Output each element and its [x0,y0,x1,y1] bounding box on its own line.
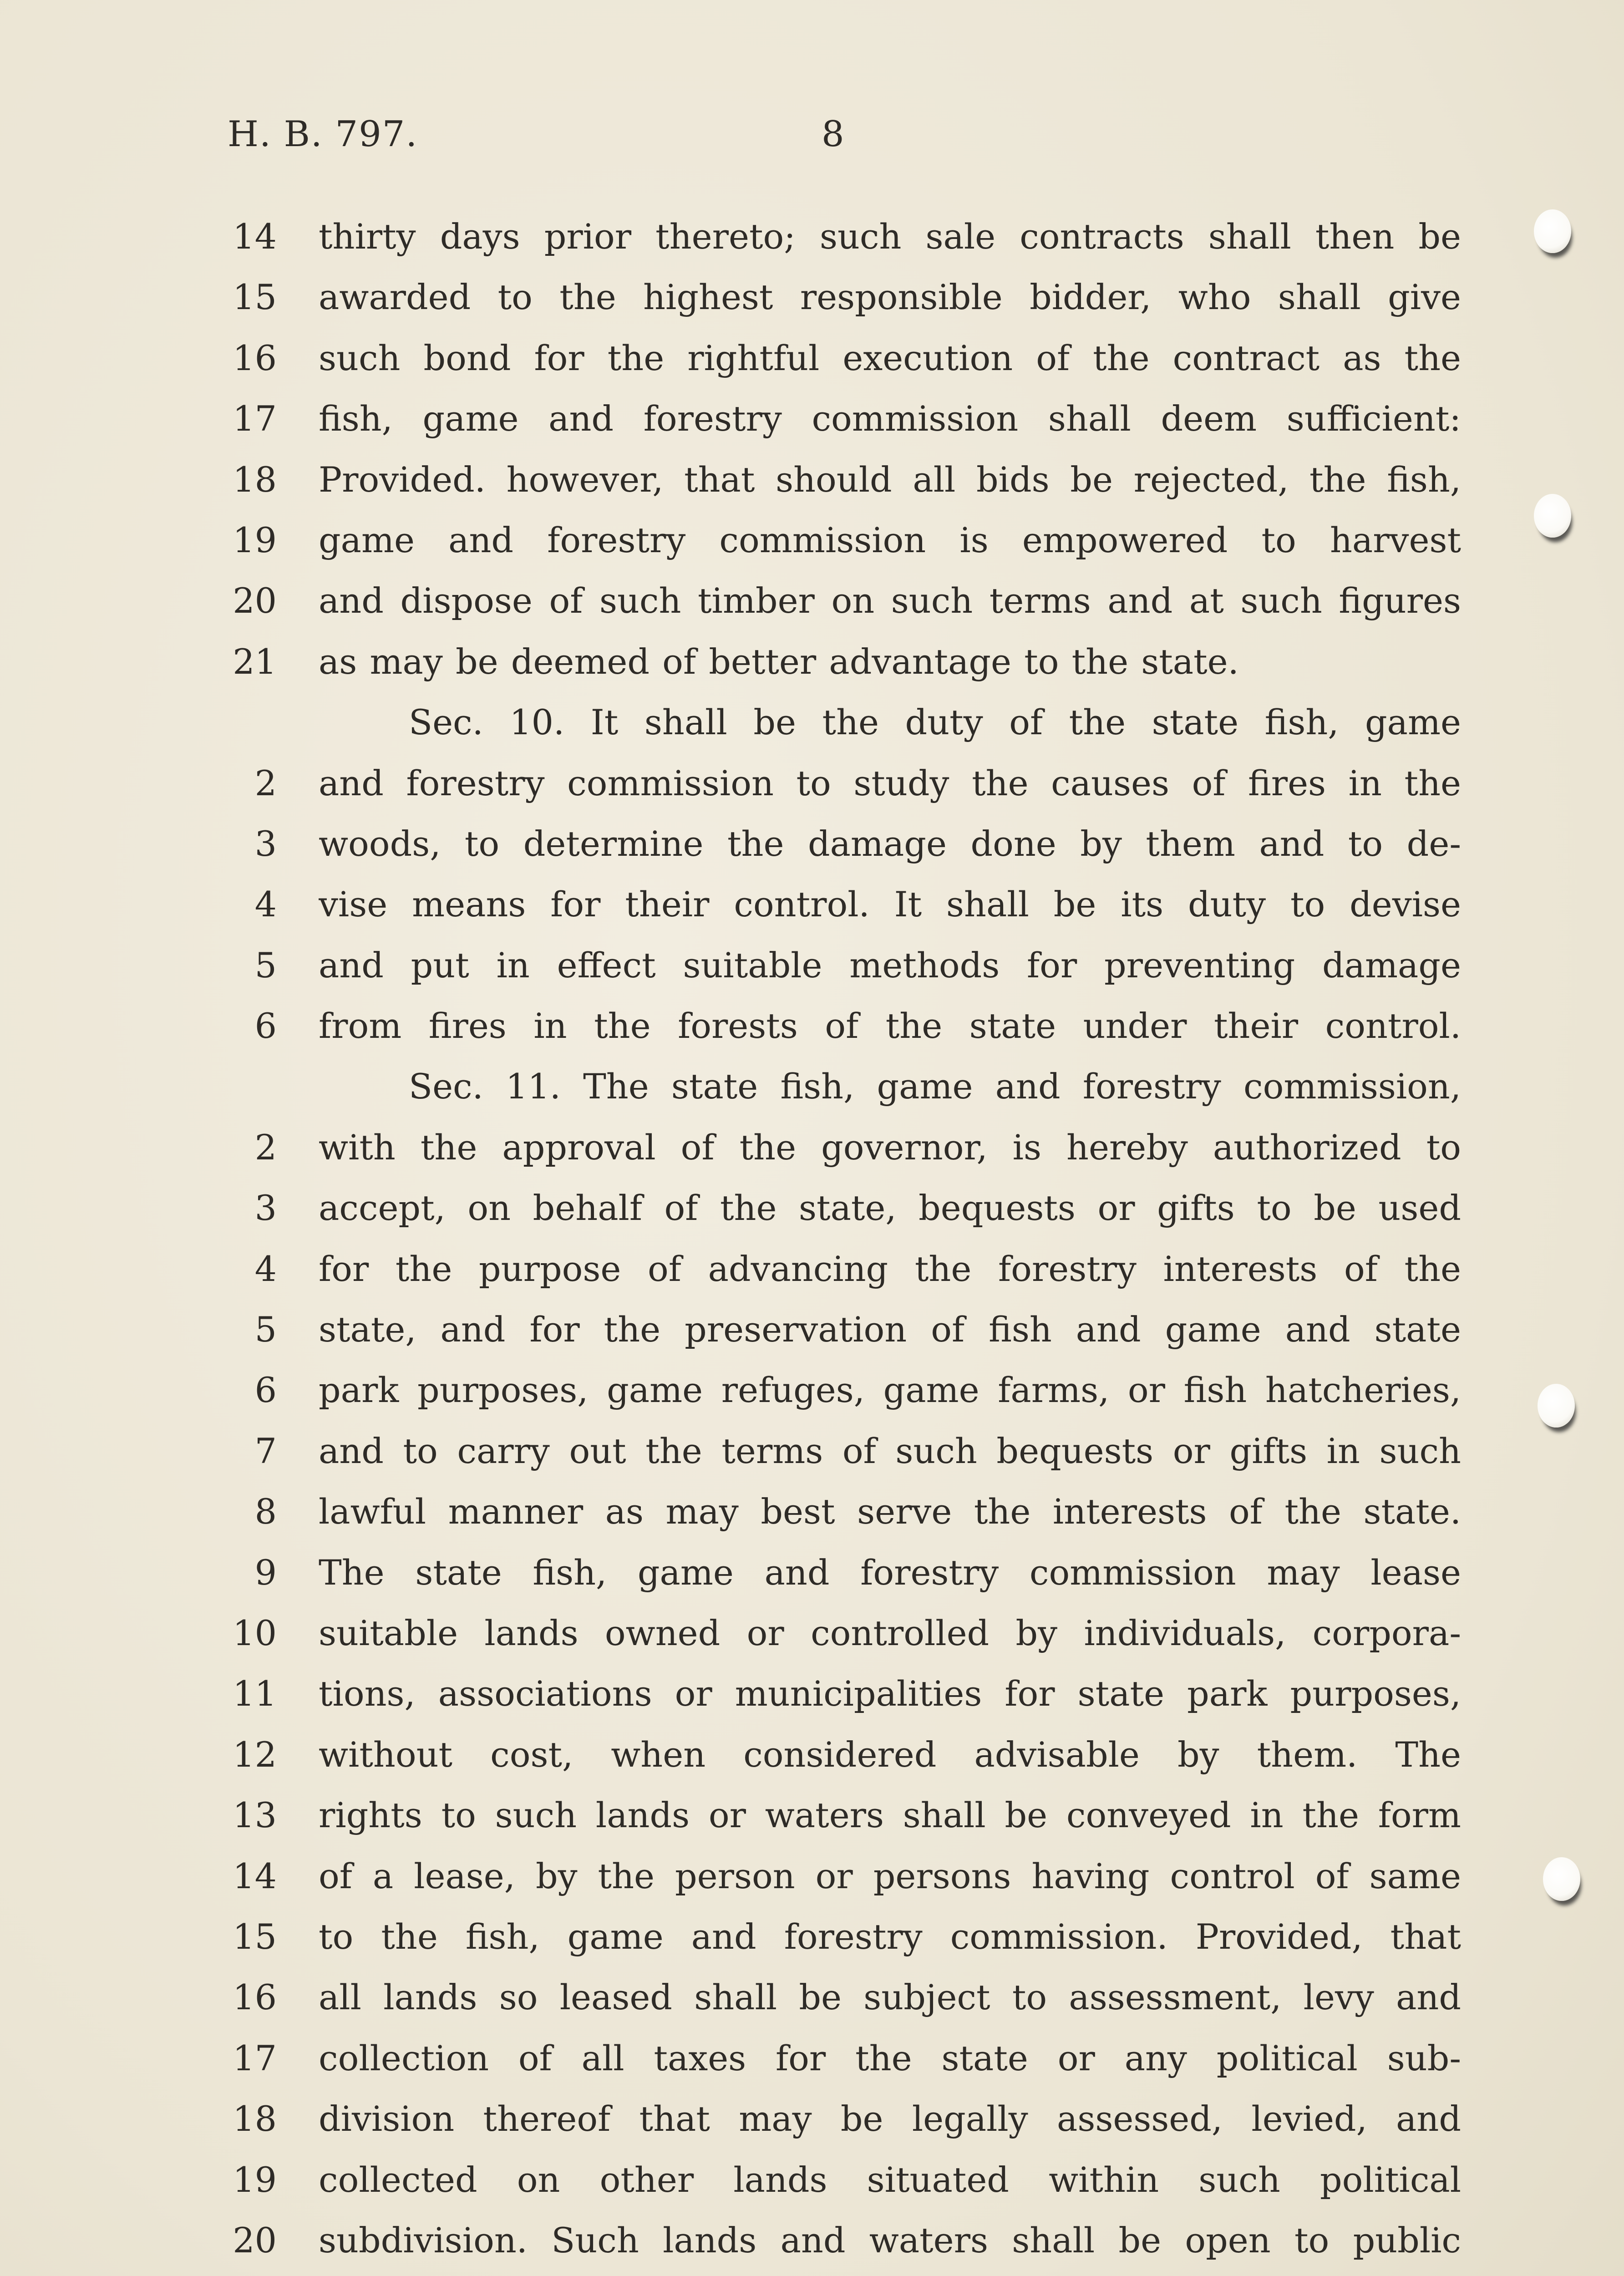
text-line [0,457,1624,518]
line-number: 4 [254,884,277,925]
line-text: division thereof that may be legally assessed, levied, and [319,2098,1461,2139]
text-line [0,578,1624,639]
line-number: 11 [233,1673,277,1714]
line-number: 14 [233,216,277,257]
text-line [0,1914,1624,1975]
text-line [0,1854,1624,1914]
text-line [0,1489,1624,1550]
binder-hole [1538,1384,1575,1428]
line-number: 15 [233,1916,277,1957]
line-number: 17 [233,398,277,439]
text-line [0,1550,1624,1610]
line-text: of a lease, by the person or persons having control of same [319,1855,1461,1896]
document-body [0,214,1624,2276]
text-line [0,396,1624,457]
line-text: The state fish, game and forestry commission may lease [319,1552,1461,1593]
line-number: 10 [233,1612,277,1653]
text-line [0,214,1624,274]
text-line [0,1307,1624,1367]
line-number: 19 [233,2159,277,2200]
line-text: for the purpose of advancing the forestry interests of the [319,1248,1461,1289]
line-text: as may be deemed of better advantage to the state. [319,641,1239,682]
line-number: 18 [233,2098,277,2139]
binder-hole [1534,494,1571,538]
text-line [0,1246,1624,1307]
line-text: tions, associations or municipalities for state park purposes, [319,1673,1461,1714]
text-line [0,2096,1624,2157]
line-number: 6 [254,1370,277,1411]
line-number: 20 [233,2220,277,2261]
line-number: 2 [254,762,277,803]
text-line [0,1671,1624,1732]
text-line [0,1003,1624,1064]
line-text: accept, on behalf of the state, bequests or gifts to be used [319,1188,1461,1229]
line-text: suitable lands owned or controlled by individuals, corpora- [319,1612,1461,1653]
line-text: awarded to the highest responsible bidder, who shall give [319,277,1461,318]
line-text: all lands so leased shall be subject to assessment, levy and [319,1977,1461,2018]
line-text: and to carry out the terms of such bequests or gifts in such [319,1430,1461,1471]
section-heading-line [0,700,1624,760]
line-number: 19 [233,519,277,560]
line-text: game and forestry commission is empowered to harvest [319,519,1461,560]
line-text: collected on other lands situated within such political [319,2159,1461,2200]
line-text: state, and for the preservation of fish and game and state [319,1309,1461,1350]
line-number: 8 [254,1491,277,1532]
line-text: Sec. 10. It shall be the duty of the state fish, game [409,702,1461,743]
text-line [0,1732,1624,1793]
line-text: lawful manner as may best serve the interests of the state. [319,1491,1461,1532]
line-text: with the approval of the governor, is hereby authorized to [319,1127,1461,1168]
line-number: 21 [233,641,277,682]
text-line [0,1367,1624,1428]
line-text: Sec. 11. The state fish, game and forestry commission, [409,1066,1461,1107]
text-line [0,761,1624,821]
line-text: woods, to determine the damage done by them and to de- [319,823,1461,864]
line-number: 17 [233,2037,277,2078]
text-line [0,1125,1624,1185]
line-text: and dispose of such timber on such terms and at such figures [319,580,1461,621]
text-line [0,882,1624,942]
text-line [0,821,1624,882]
line-number: 12 [233,1734,277,1775]
line-number: 3 [254,1188,277,1229]
line-number: 7 [254,1430,277,1471]
text-line [0,518,1624,578]
line-number: 16 [233,1977,277,2018]
binder-hole [1534,209,1571,253]
line-number: 13 [233,1795,277,1836]
text-line [0,274,1624,335]
line-text: Provided. however, that should all bids be rejected, the fish, [319,459,1461,500]
line-text: collection of all taxes for the state or any political sub- [319,2037,1461,2078]
page-number: 8 [822,114,844,155]
bill-number: H. B. 797. [228,114,418,155]
line-number: 3 [254,823,277,864]
text-line [0,1793,1624,1853]
line-text: and put in effect suitable methods for preventing damage [319,945,1461,986]
line-text: rights to such lands or waters shall be conveyed in the form [319,1795,1461,1836]
line-number: 6 [254,1006,277,1047]
line-text: from fires in the forests of the state under their control. [319,1006,1461,1047]
line-number: 5 [254,1309,277,1350]
line-text: to the fish, game and forestry commission. Provided, that [319,1916,1461,1957]
line-text: such bond for the rightful execution of the contract as the [319,337,1461,378]
line-number: 5 [254,945,277,986]
line-text: thirty days prior thereto; such sale contracts shall then be [319,216,1461,257]
line-number: 20 [233,580,277,621]
text-line [0,639,1624,700]
text-line [0,2218,1624,2276]
line-number: 4 [254,1248,277,1289]
text-line [0,2157,1624,2218]
text-line [0,1185,1624,1246]
line-text: fish, game and forestry commission shall deem sufficient: [319,398,1461,439]
text-line [0,2036,1624,2096]
line-text: subdivision. Such lands and waters shall be open to public [319,2220,1461,2261]
text-line [0,1428,1624,1489]
line-text: and forestry commission to study the causes of fires in the [319,762,1461,803]
line-number: 15 [233,277,277,318]
line-number: 18 [233,459,277,500]
line-number: 2 [254,1127,277,1168]
line-number: 14 [233,1855,277,1896]
line-text: vise means for their control. It shall be its duty to devise [319,884,1461,925]
section-heading-line [0,1064,1624,1124]
line-number: 9 [254,1552,277,1593]
line-text: park purposes, game refuges, game farms, or fish hatcheries, [319,1370,1461,1411]
line-text: without cost, when considered advisable by them. The [319,1734,1461,1775]
binder-hole [1543,1857,1580,1901]
text-line [0,1975,1624,2035]
text-line [0,1610,1624,1671]
line-number: 16 [233,337,277,378]
text-line [0,943,1624,1003]
text-line [0,335,1624,396]
